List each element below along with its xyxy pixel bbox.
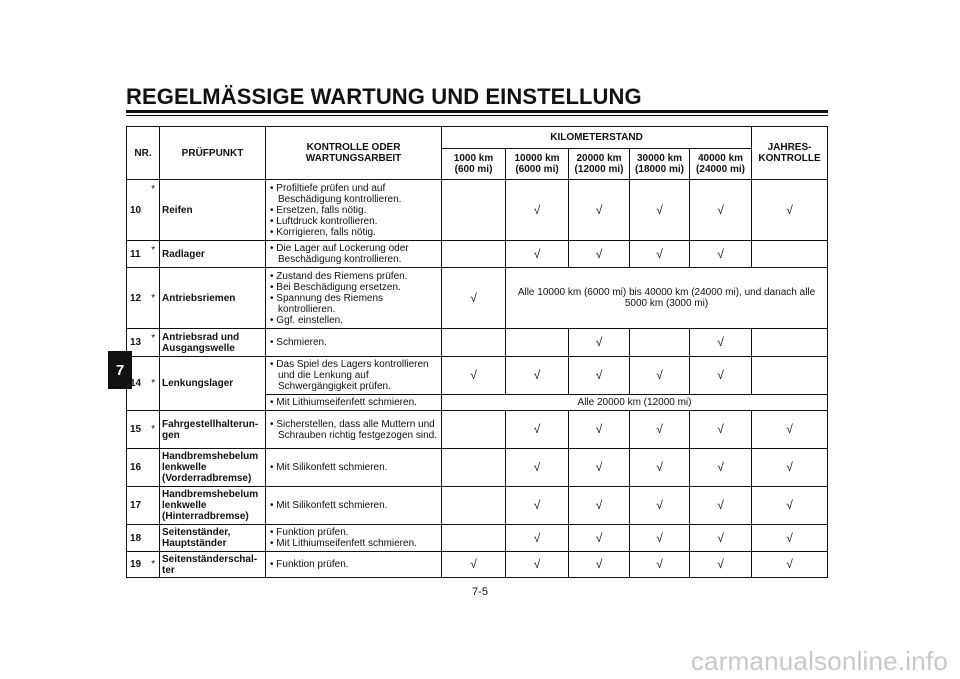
check-mark: √ — [690, 329, 752, 357]
page-title: REGELMÄSSIGE WARTUNG UND EINSTELLUNG — [126, 84, 642, 109]
row-number: 19 — [127, 552, 148, 578]
row-star: * — [148, 180, 160, 241]
header-interval — [630, 149, 690, 180]
row-number: 10 — [127, 180, 148, 241]
check-mark: √ — [569, 180, 630, 241]
table-row — [127, 411, 828, 449]
check-mark: √ — [506, 552, 569, 578]
row-number: 14 — [127, 357, 148, 411]
check-mark: √ — [506, 241, 569, 268]
header-annual-line1: JAHRES- — [767, 142, 812, 153]
work-step: • Mit Lithiumseifenfett schmieren. — [270, 538, 439, 549]
check-cell — [752, 329, 828, 357]
header-interval — [569, 149, 630, 180]
header-interval — [690, 149, 752, 180]
check-mark: √ — [506, 411, 569, 449]
check-mark: √ — [752, 525, 828, 552]
check-cell — [752, 357, 828, 395]
row-star: * — [148, 241, 160, 268]
check-mark: √ — [569, 449, 630, 487]
row-work — [266, 357, 442, 395]
interval-km: 40000 km — [697, 153, 744, 164]
table-row — [127, 525, 828, 552]
work-step: • Profiltiefe prüfen und auf Beschädigung kontrollieren. — [270, 183, 439, 205]
chapter-tab: 7 — [108, 351, 132, 389]
check-mark: √ — [690, 357, 752, 395]
row-star: * — [148, 552, 160, 578]
header-odometer: KILOMETERSTAND — [442, 127, 752, 149]
work-step: • Mit Silikonfett schmieren. — [270, 500, 439, 511]
check-mark: √ — [752, 487, 828, 525]
table-row — [127, 329, 828, 357]
check-mark: √ — [630, 180, 690, 241]
check-mark: √ — [630, 241, 690, 268]
row-star: * — [148, 329, 160, 357]
table-row — [127, 268, 828, 329]
check-cell — [442, 487, 506, 525]
check-mark: √ — [752, 449, 828, 487]
row-number: 12 — [127, 268, 148, 329]
work-step: • Mit Lithiumseifenfett schmieren. — [270, 397, 439, 408]
check-mark: √ — [569, 525, 630, 552]
check-mark: √ — [506, 449, 569, 487]
check-cell — [442, 180, 506, 241]
check-mark: √ — [752, 552, 828, 578]
check-mark: √ — [506, 487, 569, 525]
check-mark: √ — [506, 180, 569, 241]
row-star: * — [148, 357, 160, 411]
table-row — [127, 449, 828, 487]
check-mark: √ — [569, 552, 630, 578]
check-mark: √ — [442, 552, 506, 578]
row-item: Handbremshebelum lenkwelle (Vorderradbremse) — [160, 449, 266, 487]
row-item: Antriebsriemen — [160, 268, 266, 329]
check-mark: √ — [690, 552, 752, 578]
row-work — [266, 552, 442, 578]
row-item: Handbremshebelum lenkwelle (Hinterradbremse) — [160, 487, 266, 525]
header-interval — [506, 149, 569, 180]
check-cell — [752, 241, 828, 268]
table-row — [127, 487, 828, 525]
title-rule — [126, 110, 828, 113]
watermark-link[interactable]: carmanualsonline.info — [690, 646, 948, 676]
row-item: Reifen — [160, 180, 266, 241]
check-mark: √ — [690, 411, 752, 449]
interval-mi: (24000 mi) — [696, 164, 745, 175]
row-work — [266, 411, 442, 449]
row-work — [266, 525, 442, 552]
table-row — [127, 241, 828, 268]
header-item: PRÜFPUNKT — [160, 127, 266, 180]
work-step: • Die Lager auf Lockerung oder Beschädigung kontrollieren. — [270, 243, 439, 265]
interval-km: 1000 km — [453, 153, 494, 164]
check-mark: √ — [506, 525, 569, 552]
interval-km: 20000 km — [576, 153, 622, 164]
check-mark: √ — [752, 180, 828, 241]
row-number: 18 — [127, 525, 148, 552]
work-step: • Ggf. einstellen. — [270, 315, 439, 326]
work-step: • Schmieren. — [270, 337, 439, 348]
work-step: • Funktion prüfen. — [270, 559, 439, 570]
row-star — [148, 525, 160, 552]
check-cell — [506, 329, 569, 357]
check-mark: √ — [630, 487, 690, 525]
interval-mi: (6000 mi) — [515, 164, 559, 175]
work-step: • Das Spiel des Lagers kontrollieren und die Lenkung auf Schwergängigkeit prüfen. — [270, 359, 439, 392]
check-mark: √ — [506, 357, 569, 395]
table-row — [127, 552, 828, 578]
check-mark: √ — [569, 487, 630, 525]
check-cell — [442, 329, 506, 357]
row-item: Seitenständer, Hauptständer — [160, 525, 266, 552]
interval-km: 10000 km — [514, 153, 560, 164]
check-mark: √ — [630, 525, 690, 552]
row-work — [266, 449, 442, 487]
row-number: 16 — [127, 449, 148, 487]
row-work — [266, 180, 442, 241]
row-item: Antriebsrad und Ausgangswelle — [160, 329, 266, 357]
row-item: Seitenständerschal-ter — [160, 552, 266, 578]
check-cell — [630, 329, 690, 357]
interval-note: Alle 20000 km (12000 mi) — [442, 395, 828, 411]
title-rule-thin — [126, 115, 828, 116]
check-mark: √ — [442, 357, 506, 395]
table-row — [127, 180, 828, 241]
header-interval — [442, 149, 506, 180]
interval-mi: (12000 mi) — [574, 164, 624, 175]
check-mark: √ — [442, 268, 506, 329]
check-cell — [442, 411, 506, 449]
row-work — [266, 268, 442, 329]
row-star: * — [148, 411, 160, 449]
row-work — [266, 487, 442, 525]
header-annual — [752, 127, 828, 180]
interval-km: 30000 km — [636, 153, 683, 164]
check-mark: √ — [690, 487, 752, 525]
row-number: 13 — [127, 329, 148, 357]
row-number: 17 — [127, 487, 148, 525]
row-star — [148, 449, 160, 487]
row-item: Lenkungslager — [160, 357, 266, 411]
work-step: • Zustand des Riemens prüfen. — [270, 271, 439, 282]
interval-mi: (18000 mi) — [635, 164, 684, 175]
page-number: 7-5 — [472, 586, 488, 598]
maintenance-table — [126, 126, 828, 578]
work-step: • Spannung des Riemens kontrollieren. — [270, 293, 439, 315]
work-step: • Sicherstellen, dass alle Muttern und Schrauben richtig festgezogen sind. — [270, 419, 439, 441]
check-mark: √ — [630, 449, 690, 487]
row-work — [266, 241, 442, 268]
row-star: * — [148, 268, 160, 329]
header-nr: NR. — [127, 127, 160, 180]
interval-mi: (600 mi) — [454, 164, 493, 175]
check-mark: √ — [569, 411, 630, 449]
work-step: • Bei Beschädigung ersetzen. — [270, 282, 439, 293]
check-cell — [442, 525, 506, 552]
work-step: • Ersetzen, falls nötig. — [270, 205, 439, 216]
check-mark: √ — [569, 329, 630, 357]
row-work — [266, 329, 442, 357]
check-mark: √ — [690, 241, 752, 268]
check-mark: √ — [569, 357, 630, 395]
work-step: • Mit Silikonfett schmieren. — [270, 462, 439, 473]
check-mark: √ — [630, 357, 690, 395]
work-step: • Korrigieren, falls nötig. — [270, 227, 439, 238]
row-item: Fahrgestellhalterun-gen — [160, 411, 266, 449]
check-mark: √ — [690, 525, 752, 552]
check-mark: √ — [752, 411, 828, 449]
check-cell — [442, 241, 506, 268]
interval-note: Alle 10000 km (6000 mi) bis 40000 km (24000 mi), und danach alle 5000 km (3000 mi) — [506, 268, 828, 329]
row-star — [148, 487, 160, 525]
check-cell — [442, 449, 506, 487]
row-number: 15 — [127, 411, 148, 449]
check-mark: √ — [569, 241, 630, 268]
check-mark: √ — [690, 449, 752, 487]
row-item: Radlager — [160, 241, 266, 268]
row-work — [266, 395, 442, 411]
check-mark: √ — [630, 411, 690, 449]
header-annual-line2: KONTROLLE — [758, 153, 821, 164]
check-mark: √ — [630, 552, 690, 578]
header-work: KONTROLLE ODER WARTUNGSARBEIT — [266, 127, 442, 180]
work-step: • Funktion prüfen. — [270, 527, 439, 538]
work-step: • Luftdruck kontrollieren. — [270, 216, 439, 227]
row-number: 11 — [127, 241, 148, 268]
table-row — [127, 357, 828, 395]
check-mark: √ — [690, 180, 752, 241]
